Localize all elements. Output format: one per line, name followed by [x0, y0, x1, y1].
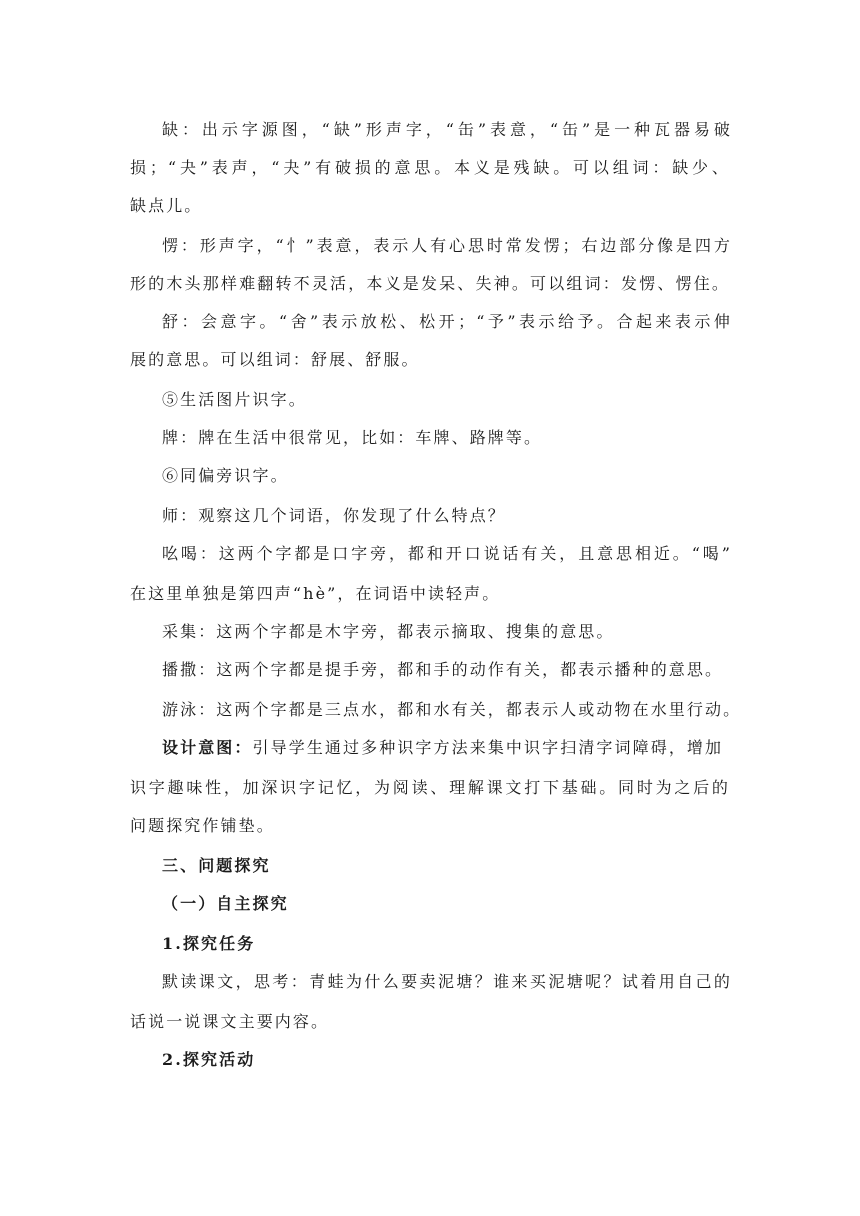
- paragraph-shu-line-1: 舒：会意字。“舍”表示放松、松开；“予”表示给予。合起来表示伸: [162, 312, 732, 331]
- paragraph-yaohe-line-1: 吆喝：这两个字都是口字旁，都和开口说话有关，且意思相近。“喝”: [162, 544, 732, 563]
- design-intent-line-1: [162, 738, 732, 758]
- paragraph-caiji: 采集：这两个字都是木字旁，都表示摘取、搜集的意思。: [162, 622, 615, 641]
- paragraph-shu-line-2: 展的意思。可以组词：舒展、舒服。: [130, 350, 420, 369]
- paragraph-pai: 牌：牌在生活中很常见，比如：车牌、路牌等。: [162, 428, 543, 447]
- paragraph-yaohe-line-2: 在这里单独是第四声“hè”，在词语中读轻声。: [130, 584, 501, 603]
- section-same-radical: ⑥同偏旁识字。: [162, 466, 289, 485]
- teacher-question: 师：观察这几个词语，你发现了什么特点？: [162, 506, 506, 525]
- heading-problem-inquiry: 三、问题探究: [162, 856, 271, 875]
- inquiry-task-line-1: 默读课文，思考：青蛙为什么要卖泥塘？谁来买泥塘呢？试着用自己的: [162, 972, 732, 991]
- heading-inquiry-activity: 2.探究活动: [162, 1050, 256, 1069]
- design-intent-label: 设计意图：: [162, 738, 253, 757]
- paragraph-que-line-1: 缺：出示字源图，“缺”形声字，“缶”表意，“缶”是一种瓦器易破: [162, 120, 732, 139]
- inquiry-task-line-2: 话说一说课文主要内容。: [130, 1012, 330, 1031]
- paragraph-bosa: 播撒：这两个字都是提手旁，都和手的动作有关，都表示播种的意思。: [162, 660, 724, 679]
- paragraph-que-line-3: 缺点儿。: [130, 196, 203, 215]
- paragraph-leng-line-1: 愣：形声字，“忄”表意，表示人有心思时常发愣；右边部分像是四方: [162, 236, 732, 255]
- heading-inquiry-task: 1.探究任务: [162, 934, 256, 953]
- design-intent-line-3: 问题探究作铺垫。: [130, 816, 275, 835]
- heading-self-inquiry: （一）自主探究: [162, 894, 289, 913]
- paragraph-que-line-2: 损；“夬”表声，“夬”有破损的意思。本义是残缺。可以组词：缺少、: [130, 158, 730, 177]
- paragraph-youyong: 游泳：这两个字都是三点水，都和水有关，都表示人或动物在水里行动。: [162, 700, 742, 719]
- design-intent-text: 引导学生通过多种识字方法来集中识字扫清字词障碍，增加: [252, 738, 724, 757]
- section-life-pictures: ⑤生活图片识字。: [162, 390, 307, 409]
- design-intent-line-2: 识字趣味性，加深识字记忆，为阅读、理解课文打下基础。同时为之后的: [130, 778, 730, 797]
- paragraph-leng-line-2: 形的木头那样难翻转不灵活，本义是发呆、失神。可以组词：发愣、愣住。: [130, 274, 730, 293]
